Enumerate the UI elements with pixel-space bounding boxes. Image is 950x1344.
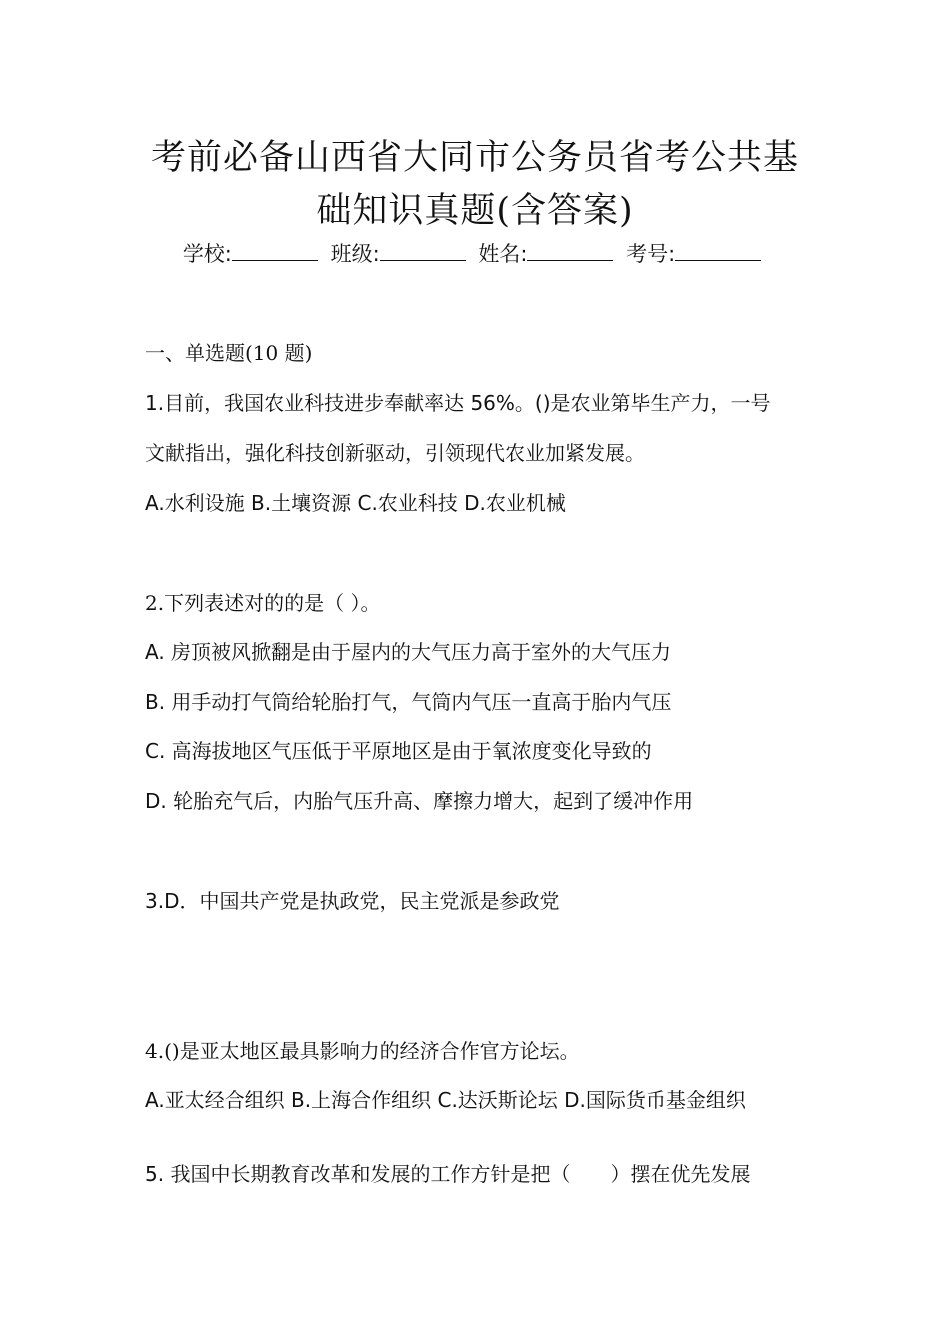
student-info-line <box>0 238 950 268</box>
question-1-stem-line-1: 1.目前，我国农业科技进步奉献率达 56%。()是农业第毕生产力，一号 <box>145 391 771 415</box>
question-4-options: A.亚太经合组织 B.上海合作组织 C.达沃斯论坛 D.国际货币基金组织 <box>145 1088 746 1112</box>
number-label: 考号: <box>626 242 676 266</box>
document-title-line-2: 础知识真题(含答案) <box>316 191 634 231</box>
name-label: 姓名: <box>478 242 528 266</box>
class-blank <box>380 242 466 261</box>
question-5-stem: 5. 我国中长期教育改革和发展的工作方针是把（ ）摆在优先发展 <box>145 1162 751 1186</box>
question-2-option-c: C. 高海拔地区气压低于平原地区是由于氧浓度变化导致的 <box>145 739 652 763</box>
question-2-option-a: A. 房顶被风掀翻是由于屋内的大气压力高于室外的大气压力 <box>145 640 672 664</box>
question-4-stem: 4.()是亚太地区最具影响力的经济合作官方论坛。 <box>145 1039 580 1063</box>
document-title-line-1: 考前必备山西省大同市公务员省考公共基 <box>150 138 799 178</box>
school-label: 学校: <box>182 242 232 266</box>
section-heading: 一、单选题(10 题) <box>145 341 313 365</box>
school-blank <box>232 242 318 261</box>
class-label: 班级: <box>330 242 380 266</box>
question-1-stem-line-2: 文献指出，强化科技创新驱动，引领现代农业加紧发展。 <box>145 441 645 465</box>
name-blank <box>527 242 613 261</box>
question-2-stem: 2.下列表述对的的是（ ）。 <box>145 591 381 615</box>
question-3-stem: 3.D．中国共产党是执政党，民主党派是参政党 <box>145 889 560 913</box>
question-1-options: A.水利设施 B.土壤资源 C.农业科技 D.农业机械 <box>145 491 566 515</box>
question-2-option-b: B. 用手动打气筒给轮胎打气，气筒内气压一直高于胎内气压 <box>145 690 672 714</box>
question-2-option-d: D. 轮胎充气后，内胎气压升高、摩擦力增大，起到了缓冲作用 <box>145 789 694 813</box>
number-blank <box>675 242 761 261</box>
